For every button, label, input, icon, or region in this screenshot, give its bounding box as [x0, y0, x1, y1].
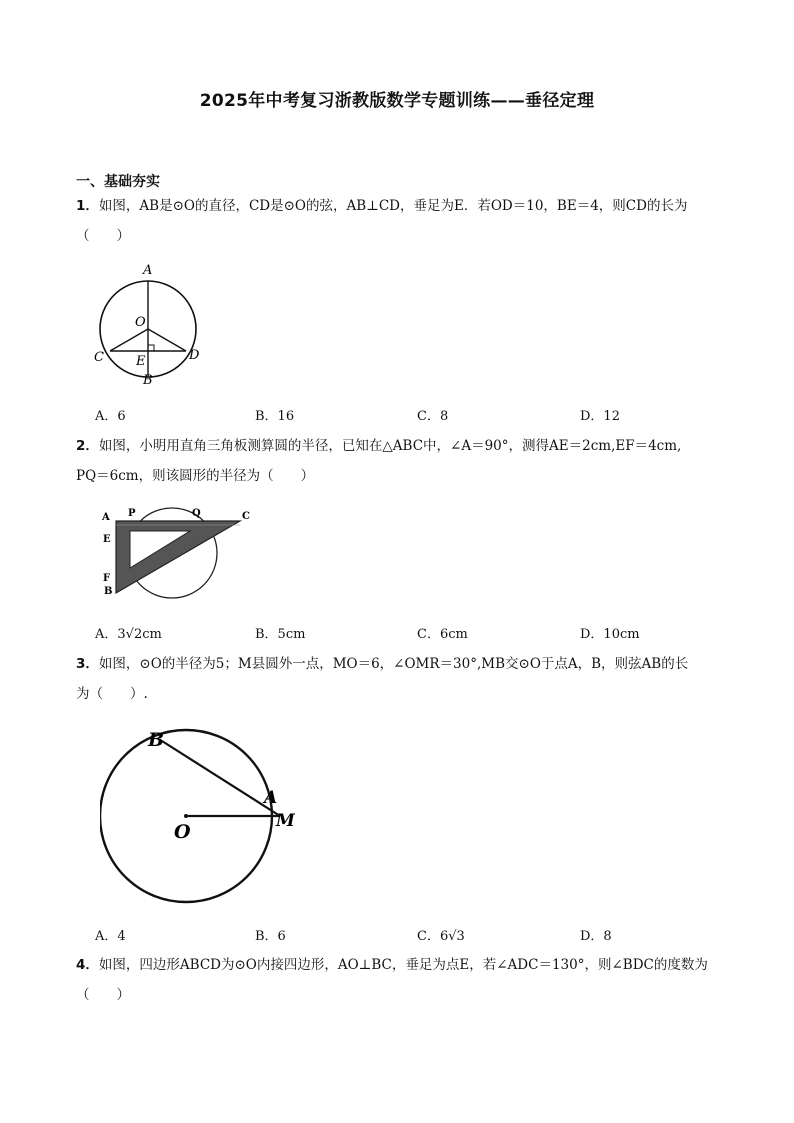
question-2 [76, 431, 744, 491]
question-number: 4． [76, 957, 99, 973]
label-b: B [148, 729, 165, 751]
question-stem: 如图，AB是⊙O的直径，CD是⊙O的弦，AB⊥CD，垂足为E．若OD＝10，BE＝4，则CD的长为 [98, 198, 688, 214]
option-b[interactable]: B．5cm [255, 627, 306, 642]
label-a: A [143, 263, 153, 278]
label-b: B [104, 586, 113, 597]
question-2-line-2: PQ＝6cm，则该圆形的半径为（ ） [76, 468, 315, 484]
label-a: A [102, 512, 110, 523]
question-2-line-1 [76, 431, 744, 461]
figure-set-square [100, 503, 260, 603]
option-a[interactable]: A．6 [95, 409, 126, 424]
label-e: E [103, 534, 111, 545]
question-number: 1． [76, 198, 99, 214]
question-4 [76, 950, 744, 1010]
question-3-line-1 [76, 649, 744, 679]
label-q: Q [192, 508, 201, 519]
section-heading: 一、基础夯实 [76, 174, 160, 190]
option-c[interactable]: C．8 [417, 409, 449, 424]
label-c: C [242, 511, 250, 522]
label-b: B [143, 373, 153, 388]
question-3 [76, 649, 744, 709]
label-d: D [189, 348, 200, 363]
label-m: M [276, 811, 295, 831]
label-o: O [135, 315, 146, 330]
option-d[interactable]: D．10cm [580, 627, 640, 642]
answer-paren: （ ） [76, 228, 130, 244]
question-stem: 如图，小明用直角三角板测算圆的半径，已知在△ABC中，∠A＝90°，测得AE＝2cm,EF＝4cm, [98, 438, 682, 454]
question-number: 3． [76, 656, 99, 672]
option-d[interactable]: D．12 [580, 409, 620, 424]
answer-paren: （ ） [76, 987, 130, 1003]
label-c: C [94, 350, 104, 365]
label-a: A [264, 788, 278, 808]
label-p: P [128, 508, 136, 519]
page-title: 2025年中考复习浙教版数学专题训练——垂径定理 [199, 91, 595, 111]
option-a[interactable]: A．4 [95, 929, 126, 944]
label-o: O [174, 821, 191, 843]
option-c[interactable]: C．6√3 [417, 929, 465, 944]
question-stem: 如图，⊙O的半径为5；M县圆外一点，MO＝6，∠OMR＝30°,MB交⊙O于点A，B，则弦AB的长 [98, 656, 689, 672]
question-number: 2． [76, 438, 99, 454]
option-a[interactable]: A．3√2cm [95, 627, 162, 642]
question-1-text [76, 191, 744, 221]
figure-circle-chord [88, 258, 218, 390]
label-e: E [136, 354, 146, 369]
option-b[interactable]: B．6 [255, 929, 286, 944]
option-c[interactable]: C．6cm [417, 627, 468, 642]
option-d[interactable]: D．8 [580, 929, 612, 944]
label-f: F [103, 573, 111, 584]
question-3-line-2: 为（ ）. [76, 686, 148, 702]
question-1 [76, 191, 744, 251]
figure-circle-secant [100, 722, 315, 912]
option-b[interactable]: B．16 [255, 409, 295, 424]
question-stem: 如图，四边形ABCD为⊙O内接四边形，AO⊥BC，垂足为点E，若∠ADC＝130°，则∠BDC的度数为 [98, 957, 708, 973]
question-4-text [76, 950, 744, 980]
